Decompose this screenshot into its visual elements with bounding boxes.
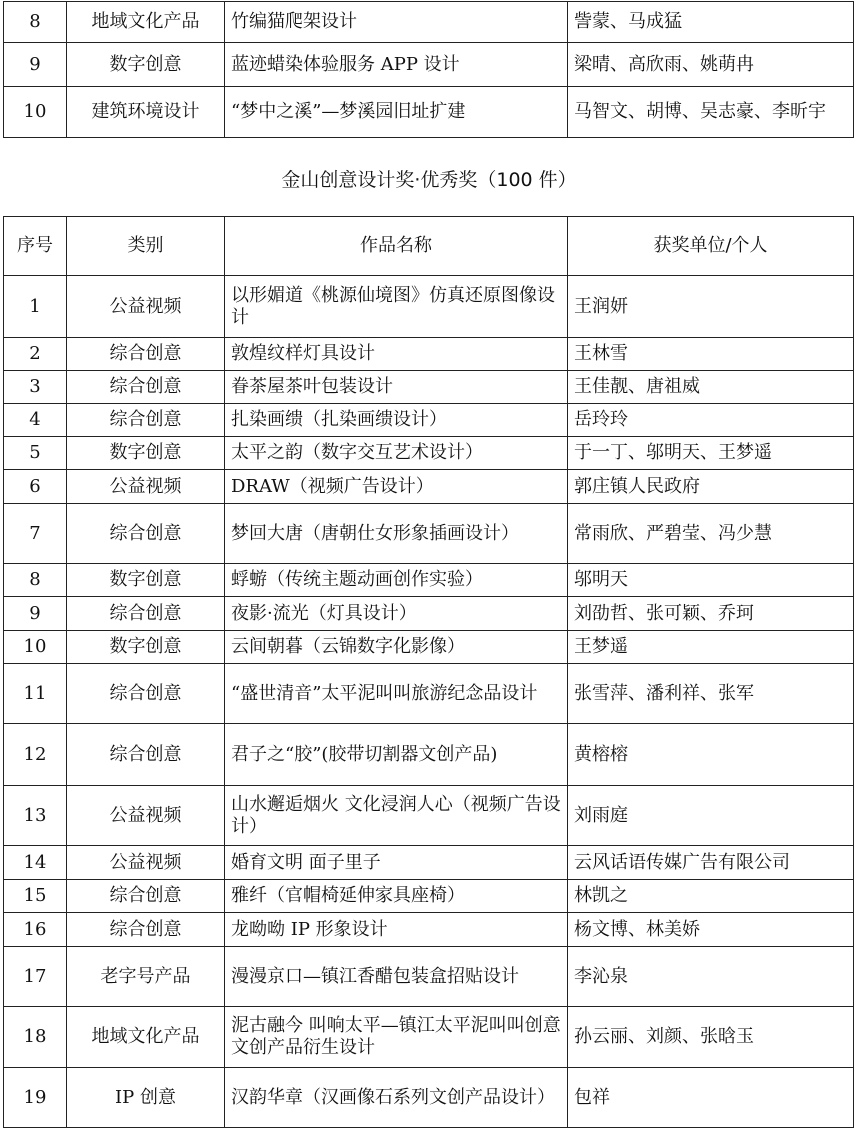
table-row	[4, 1007, 854, 1068]
row-winner: 王梦遥	[568, 631, 854, 664]
row-winner: 黄榕榕	[568, 724, 854, 786]
row-winner: 王佳靓、唐祖威	[568, 371, 854, 404]
row-work-title: 雅纤（官帽椅延伸家具座椅）	[225, 880, 568, 913]
row-winner: 常雨欣、严碧莹、冯少慧	[568, 504, 854, 564]
row-winner: 于一丁、邬明天、王梦遥	[568, 437, 854, 470]
row-number: 2	[4, 338, 67, 371]
row-work-title: 云间朝暮（云锦数字化影像）	[225, 631, 568, 664]
row-winner: 梁晴、高欣雨、姚萌冉	[568, 43, 854, 87]
row-category: 数字创意	[67, 43, 225, 87]
row-work-title: “盛世清音”太平泥叫叫旅游纪念品设计	[225, 664, 568, 724]
header-winner: 获奖单位/个人	[568, 217, 854, 276]
row-category: 地域文化产品	[67, 1007, 225, 1068]
row-number: 6	[4, 470, 67, 504]
row-category: 综合创意	[67, 371, 225, 404]
row-winner: 张雪萍、潘利祥、张军	[568, 664, 854, 724]
table-row	[4, 631, 854, 664]
row-work-title: 蓝迹蜡染体验服务 APP 设计	[225, 43, 568, 87]
table-row	[4, 470, 854, 504]
row-winner: 刘雨庭	[568, 786, 854, 846]
table-row	[4, 846, 854, 880]
table-row	[4, 880, 854, 913]
row-number: 11	[4, 664, 67, 724]
row-category: 建筑环境设计	[67, 87, 225, 138]
row-number: 10	[4, 631, 67, 664]
row-category: 数字创意	[67, 631, 225, 664]
table-row	[4, 786, 854, 846]
row-category: 老字号产品	[67, 947, 225, 1007]
row-work-title: 君子之“胶”(胶带切割器文创产品)	[225, 724, 568, 786]
row-category: 公益视频	[67, 470, 225, 504]
table-row	[4, 504, 854, 564]
row-number: 9	[4, 43, 67, 87]
row-winner: 訾蒙、马成猛	[568, 2, 854, 43]
row-category: 数字创意	[67, 437, 225, 470]
header-work: 作品名称	[225, 217, 568, 276]
row-work-title: 眷茶屋茶叶包装设计	[225, 371, 568, 404]
row-work-title: 敦煌纹样灯具设计	[225, 338, 568, 371]
header-row	[4, 217, 854, 276]
row-category: 综合创意	[67, 724, 225, 786]
table-row	[4, 724, 854, 786]
row-number: 18	[4, 1007, 67, 1068]
table-row	[4, 1068, 854, 1128]
table-row	[4, 338, 854, 371]
row-winner: 包祥	[568, 1068, 854, 1128]
table-row	[4, 913, 854, 947]
row-work-title: 夜影·流光（灯具设计）	[225, 597, 568, 631]
row-number: 19	[4, 1068, 67, 1128]
row-number: 17	[4, 947, 67, 1007]
row-number: 16	[4, 913, 67, 947]
row-category: IP 创意	[67, 1068, 225, 1128]
row-number: 14	[4, 846, 67, 880]
table-row	[4, 597, 854, 631]
excellence-award-table	[3, 216, 854, 1128]
row-work-title: 蜉蝣（传统主题动画创作实验）	[225, 564, 568, 597]
row-work-title: 漫漫京口—镇江香醋包装盒招贴设计	[225, 947, 568, 1007]
row-work-title: “梦中之溪”—梦溪园旧址扩建	[225, 87, 568, 138]
row-work-title: 山水邂逅烟火 文化浸润人心（视频广告设计）	[225, 786, 568, 846]
row-number: 5	[4, 437, 67, 470]
row-category: 综合创意	[67, 664, 225, 724]
row-number: 8	[4, 2, 67, 43]
header-no: 序号	[4, 217, 67, 276]
row-category: 综合创意	[67, 504, 225, 564]
row-number: 9	[4, 597, 67, 631]
row-number: 1	[4, 276, 67, 338]
row-winner: 王润妍	[568, 276, 854, 338]
row-work-title: 扎染画缋（扎染画缋设计）	[225, 404, 568, 437]
row-number: 13	[4, 786, 67, 846]
table-row	[4, 276, 854, 338]
row-work-title: 太平之韵（数字交互艺术设计）	[225, 437, 568, 470]
row-category: 公益视频	[67, 786, 225, 846]
row-category: 地域文化产品	[67, 2, 225, 43]
section-title: 金山创意设计奖·优秀奖（100 件）	[281, 169, 577, 191]
row-number: 7	[4, 504, 67, 564]
row-work-title: 汉韵华章（汉画像石系列文创产品设计）	[225, 1068, 568, 1128]
row-work-title: 竹编猫爬架设计	[225, 2, 568, 43]
row-winner: 云风话语传媒广告有限公司	[568, 846, 854, 880]
row-category: 综合创意	[67, 880, 225, 913]
table-row	[4, 371, 854, 404]
table-row	[4, 564, 854, 597]
row-work-title: 梦回大唐（唐朝仕女形象插画设计）	[225, 504, 568, 564]
table-row	[4, 43, 854, 87]
row-work-title: DRAW（视频广告设计）	[225, 470, 568, 504]
row-number: 8	[4, 564, 67, 597]
row-winner: 邬明天	[568, 564, 854, 597]
row-category: 综合创意	[67, 404, 225, 437]
row-winner: 郭庄镇人民政府	[568, 470, 854, 504]
row-winner: 刘劭哲、张可颖、乔珂	[568, 597, 854, 631]
row-number: 4	[4, 404, 67, 437]
row-winner: 林凯之	[568, 880, 854, 913]
row-category: 综合创意	[67, 338, 225, 371]
row-number: 12	[4, 724, 67, 786]
table-row	[4, 404, 854, 437]
row-number: 10	[4, 87, 67, 138]
row-number: 15	[4, 880, 67, 913]
row-category: 综合创意	[67, 913, 225, 947]
row-winner: 马智文、胡博、吴志豪、李昕宇	[568, 87, 854, 138]
row-category: 公益视频	[67, 276, 225, 338]
header-category: 类别	[67, 217, 225, 276]
row-number: 3	[4, 371, 67, 404]
table-row	[4, 664, 854, 724]
row-winner: 王林雪	[568, 338, 854, 371]
previous-awards-table	[3, 1, 854, 138]
row-work-title: 婚育文明 面子里子	[225, 846, 568, 880]
row-work-title: 泥古融今 叫响太平—镇江太平泥叫叫创意文创产品衍生设计	[225, 1007, 568, 1068]
row-winner: 岳玲玲	[568, 404, 854, 437]
table-row	[4, 437, 854, 470]
table-row	[4, 947, 854, 1007]
row-work-title: 龙呦呦 IP 形象设计	[225, 913, 568, 947]
row-category: 公益视频	[67, 846, 225, 880]
row-category: 综合创意	[67, 597, 225, 631]
row-winner: 杨文博、林美娇	[568, 913, 854, 947]
table-row	[4, 87, 854, 138]
row-winner: 孙云丽、刘颜、张晗玉	[568, 1007, 854, 1068]
row-category: 数字创意	[67, 564, 225, 597]
row-winner: 李沁泉	[568, 947, 854, 1007]
row-work-title: 以形媚道《桃源仙境图》仿真还原图像设计	[225, 276, 568, 338]
table-row	[4, 2, 854, 43]
